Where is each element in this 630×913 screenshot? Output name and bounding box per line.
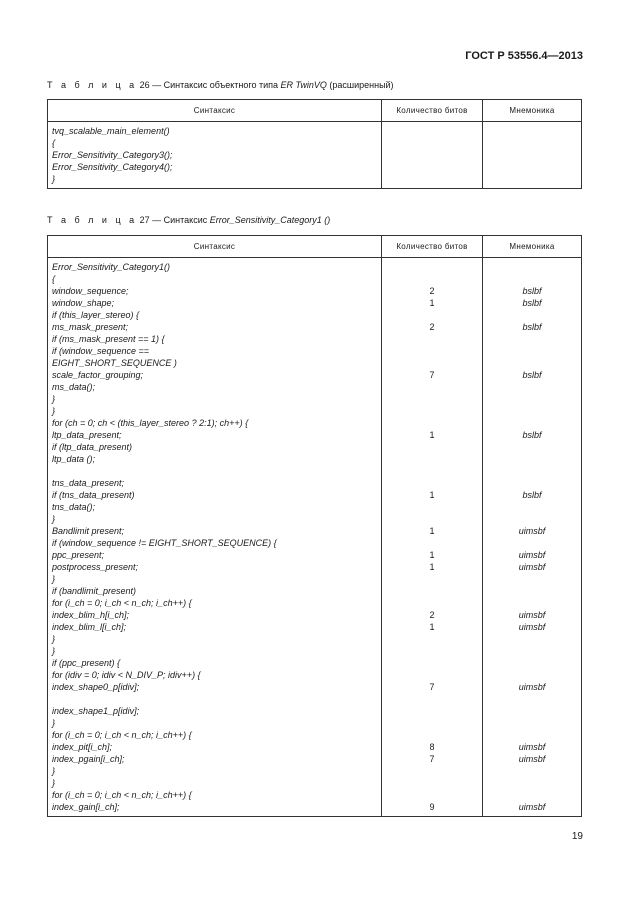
- mnemonic-value: [483, 729, 581, 741]
- mnemonic-value: [483, 477, 581, 489]
- caption-prefix: Т а б л и ц а: [47, 215, 138, 225]
- bits-value: [382, 633, 482, 645]
- syntax-line: postprocess_present;: [52, 562, 139, 572]
- mnemonic-value: [483, 393, 581, 405]
- bits-value: [382, 465, 482, 477]
- syntax-line: }: [52, 634, 56, 644]
- syntax-line: index_blim_l[i_ch];: [52, 622, 127, 632]
- caption-suffix: (расширенный): [329, 80, 394, 90]
- table27: [47, 235, 582, 817]
- header-bits: Количество битов: [382, 100, 483, 122]
- mnemonic-cell: [483, 258, 582, 817]
- table26: [47, 99, 582, 189]
- syntax-line: {: [52, 138, 56, 148]
- syntax-cell: [48, 122, 382, 189]
- bits-value: [382, 309, 482, 321]
- bits-value: [382, 261, 482, 273]
- syntax-line: ms_data();: [52, 382, 96, 392]
- syntax-line: tns_data_present;: [52, 478, 125, 488]
- mnemonic-value: [483, 645, 581, 657]
- bits-value: [382, 173, 482, 185]
- mnemonic-value: [483, 585, 581, 597]
- mnemonic-value: bslbf: [522, 430, 542, 440]
- mnemonic-value: [483, 657, 581, 669]
- bits-value: 1: [429, 562, 435, 572]
- syntax-line: if (ppc_present) {: [52, 658, 121, 668]
- mnemonic-value: [483, 465, 581, 477]
- mnemonic-value: [483, 333, 581, 345]
- syntax-line: ppc_present;: [52, 550, 105, 560]
- bits-value: 1: [429, 550, 435, 560]
- syntax-line: window_shape;: [52, 298, 115, 308]
- bits-value: [382, 693, 482, 705]
- bits-cell: [382, 258, 483, 817]
- syntax-line: for (idiv = 0; idiv < N_DIV_P; idiv++) {: [52, 670, 201, 680]
- syntax-line: [52, 465, 381, 477]
- mnemonic-cell: [483, 122, 582, 189]
- caption-italic: ER TwinVQ: [280, 80, 327, 90]
- mnemonic-value: [483, 453, 581, 465]
- bits-value: [382, 345, 482, 357]
- header-mnemonic: Мнемоника: [483, 236, 582, 258]
- syntax-line: index_gain[i_ch];: [52, 802, 120, 812]
- mnemonic-value: uimsbf: [518, 550, 546, 560]
- bits-value: [382, 789, 482, 801]
- mnemonic-value: [483, 345, 581, 357]
- bits-value: [382, 585, 482, 597]
- bits-value: 1: [429, 526, 435, 536]
- caption-prefix: Т а б л и ц а: [47, 80, 138, 90]
- document-header: ГОСТ Р 53556.4—2013: [465, 50, 583, 62]
- bits-value: [382, 125, 482, 137]
- bits-value: [382, 405, 482, 417]
- mnemonic-value: [483, 513, 581, 525]
- mnemonic-value: [483, 789, 581, 801]
- mnemonic-value: bslbf: [522, 490, 542, 500]
- mnemonic-value: [483, 137, 581, 149]
- bits-value: 2: [429, 322, 435, 332]
- syntax-line: tvq_scalable_main_element(): [52, 126, 170, 136]
- syntax-line: tns_data();: [52, 502, 96, 512]
- mnemonic-value: uimsbf: [518, 610, 546, 620]
- mnemonic-value: [483, 381, 581, 393]
- mnemonic-value: [483, 273, 581, 285]
- syntax-line: Bandlimit present;: [52, 526, 125, 536]
- bits-value: 7: [429, 370, 435, 380]
- bits-value: [382, 537, 482, 549]
- bits-value: [382, 501, 482, 513]
- syntax-line: for (i_ch = 0; i_ch < n_ch; i_ch++) {: [52, 598, 192, 608]
- bits-value: 8: [429, 742, 435, 752]
- syntax-line: EIGHT_SHORT_SEQUENCE ): [52, 358, 177, 368]
- mnemonic-value: bslbf: [522, 322, 542, 332]
- bits-value: [382, 573, 482, 585]
- syntax-line: if (bandlimit_present): [52, 586, 137, 596]
- bits-value: 9: [429, 802, 435, 812]
- bits-value: 2: [429, 286, 435, 296]
- mnemonic-value: uimsbf: [518, 682, 546, 692]
- syntax-line: index_shape0_p[idiv];: [52, 682, 140, 692]
- syntax-line: if (this_layer_stereo) {: [52, 310, 140, 320]
- syntax-line: ltp_data ();: [52, 454, 96, 464]
- mnemonic-value: [483, 501, 581, 513]
- bits-value: [382, 137, 482, 149]
- syntax-line: }: [52, 394, 56, 404]
- table-body-row: [48, 258, 582, 817]
- bits-value: [382, 717, 482, 729]
- mnemonic-value: [483, 125, 581, 137]
- header-bits: Количество битов: [382, 236, 483, 258]
- bits-value: 1: [429, 622, 435, 632]
- bits-value: [382, 477, 482, 489]
- syntax-line: index_blim_h[i_ch];: [52, 610, 130, 620]
- mnemonic-value: [483, 357, 581, 369]
- mnemonic-value: [483, 537, 581, 549]
- syntax-line: Error_Sensitivity_Category4();: [52, 162, 173, 172]
- bits-value: [382, 777, 482, 789]
- syntax-line: index_shape1_p[idiv];: [52, 706, 140, 716]
- mnemonic-value: [483, 705, 581, 717]
- syntax-line: for (i_ch = 0; i_ch < n_ch; i_ch++) {: [52, 790, 192, 800]
- table27-caption: [47, 215, 330, 225]
- syntax-line: for (i_ch = 0; i_ch < n_ch; i_ch++) {: [52, 730, 192, 740]
- table-header-row: [48, 100, 582, 122]
- bits-value: [382, 149, 482, 161]
- syntax-line: Error_Sensitivity_Category1(): [52, 262, 171, 272]
- mnemonic-value: [483, 669, 581, 681]
- bits-value: [382, 417, 482, 429]
- bits-value: [382, 597, 482, 609]
- bits-value: [382, 765, 482, 777]
- mnemonic-value: [483, 173, 581, 185]
- syntax-line: if (ms_mask_present == 1) {: [52, 334, 165, 344]
- table26-caption: [47, 80, 394, 90]
- syntax-line: [52, 693, 381, 705]
- syntax-line: window_sequence;: [52, 286, 129, 296]
- bits-value: [382, 453, 482, 465]
- syntax-line: }: [52, 574, 56, 584]
- mnemonic-value: [483, 161, 581, 173]
- syntax-line: index_pgain[i_ch];: [52, 754, 125, 764]
- bits-value: [382, 729, 482, 741]
- mnemonic-value: uimsbf: [518, 562, 546, 572]
- syntax-line: }: [52, 174, 56, 184]
- bits-value: [382, 669, 482, 681]
- mnemonic-value: bslbf: [522, 286, 542, 296]
- mnemonic-value: uimsbf: [518, 754, 546, 764]
- caption-number: 26 — Синтаксис объектного типа: [139, 80, 278, 90]
- mnemonic-value: [483, 597, 581, 609]
- bits-value: 1: [429, 490, 435, 500]
- table-body-row: [48, 122, 582, 189]
- caption-number: 27 — Синтаксис: [139, 215, 208, 225]
- syntax-line: }: [52, 646, 56, 656]
- syntax-line: if (ltp_data_present): [52, 442, 133, 452]
- bits-value: 1: [429, 430, 435, 440]
- bits-value: [382, 381, 482, 393]
- bits-value: [382, 657, 482, 669]
- syntax-line: ltp_data_present;: [52, 430, 122, 440]
- mnemonic-value: [483, 441, 581, 453]
- syntax-cell: [48, 258, 382, 817]
- bits-value: [382, 645, 482, 657]
- syntax-line: if (window_sequence ==: [52, 346, 150, 356]
- syntax-line: }: [52, 766, 56, 776]
- caption-italic: Error_Sensitivity_Category1 (): [209, 215, 331, 225]
- bits-value: [382, 393, 482, 405]
- mnemonic-value: uimsbf: [518, 742, 546, 752]
- syntax-line: Error_Sensitivity_Category3();: [52, 150, 173, 160]
- bits-value: [382, 273, 482, 285]
- mnemonic-value: uimsbf: [518, 622, 546, 632]
- bits-value: [382, 441, 482, 453]
- syntax-line: ms_mask_present;: [52, 322, 129, 332]
- bits-value: [382, 357, 482, 369]
- mnemonic-value: [483, 405, 581, 417]
- mnemonic-value: [483, 633, 581, 645]
- mnemonic-value: uimsbf: [518, 526, 546, 536]
- bits-cell: [382, 122, 483, 189]
- mnemonic-value: [483, 309, 581, 321]
- bits-value: 7: [429, 682, 435, 692]
- syntax-line: if (tns_data_present): [52, 490, 135, 500]
- mnemonic-value: [483, 573, 581, 585]
- syntax-line: {: [52, 274, 56, 284]
- bits-value: [382, 705, 482, 717]
- table-header-row: [48, 236, 582, 258]
- header-syntax: Синтаксис: [48, 236, 382, 258]
- mnemonic-value: [483, 261, 581, 273]
- mnemonic-value: [483, 417, 581, 429]
- bits-value: 1: [429, 298, 435, 308]
- syntax-line: }: [52, 718, 56, 728]
- syntax-line: if (window_sequence != EIGHT_SHORT_SEQUENCE) {: [52, 538, 277, 548]
- mnemonic-value: [483, 149, 581, 161]
- page-number: 19: [571, 831, 583, 842]
- syntax-line: scale_factor_grouping;: [52, 370, 144, 380]
- syntax-line: }: [52, 406, 56, 416]
- header-mnemonic: Мнемоника: [483, 100, 582, 122]
- bits-value: [382, 161, 482, 173]
- syntax-line: }: [52, 778, 56, 788]
- syntax-line: for (ch = 0; ch < (this_layer_stereo ? 2:1); ch++) {: [52, 418, 249, 428]
- mnemonic-value: [483, 693, 581, 705]
- mnemonic-value: uimsbf: [518, 802, 546, 812]
- mnemonic-value: bslbf: [522, 298, 542, 308]
- syntax-line: }: [52, 514, 56, 524]
- mnemonic-value: [483, 777, 581, 789]
- header-syntax: Синтаксис: [48, 100, 382, 122]
- mnemonic-value: [483, 765, 581, 777]
- bits-value: [382, 333, 482, 345]
- mnemonic-value: bslbf: [522, 370, 542, 380]
- bits-value: 2: [429, 610, 435, 620]
- mnemonic-value: [483, 717, 581, 729]
- bits-value: 7: [429, 754, 435, 764]
- syntax-line: index_pit[i_ch];: [52, 742, 113, 752]
- bits-value: [382, 513, 482, 525]
